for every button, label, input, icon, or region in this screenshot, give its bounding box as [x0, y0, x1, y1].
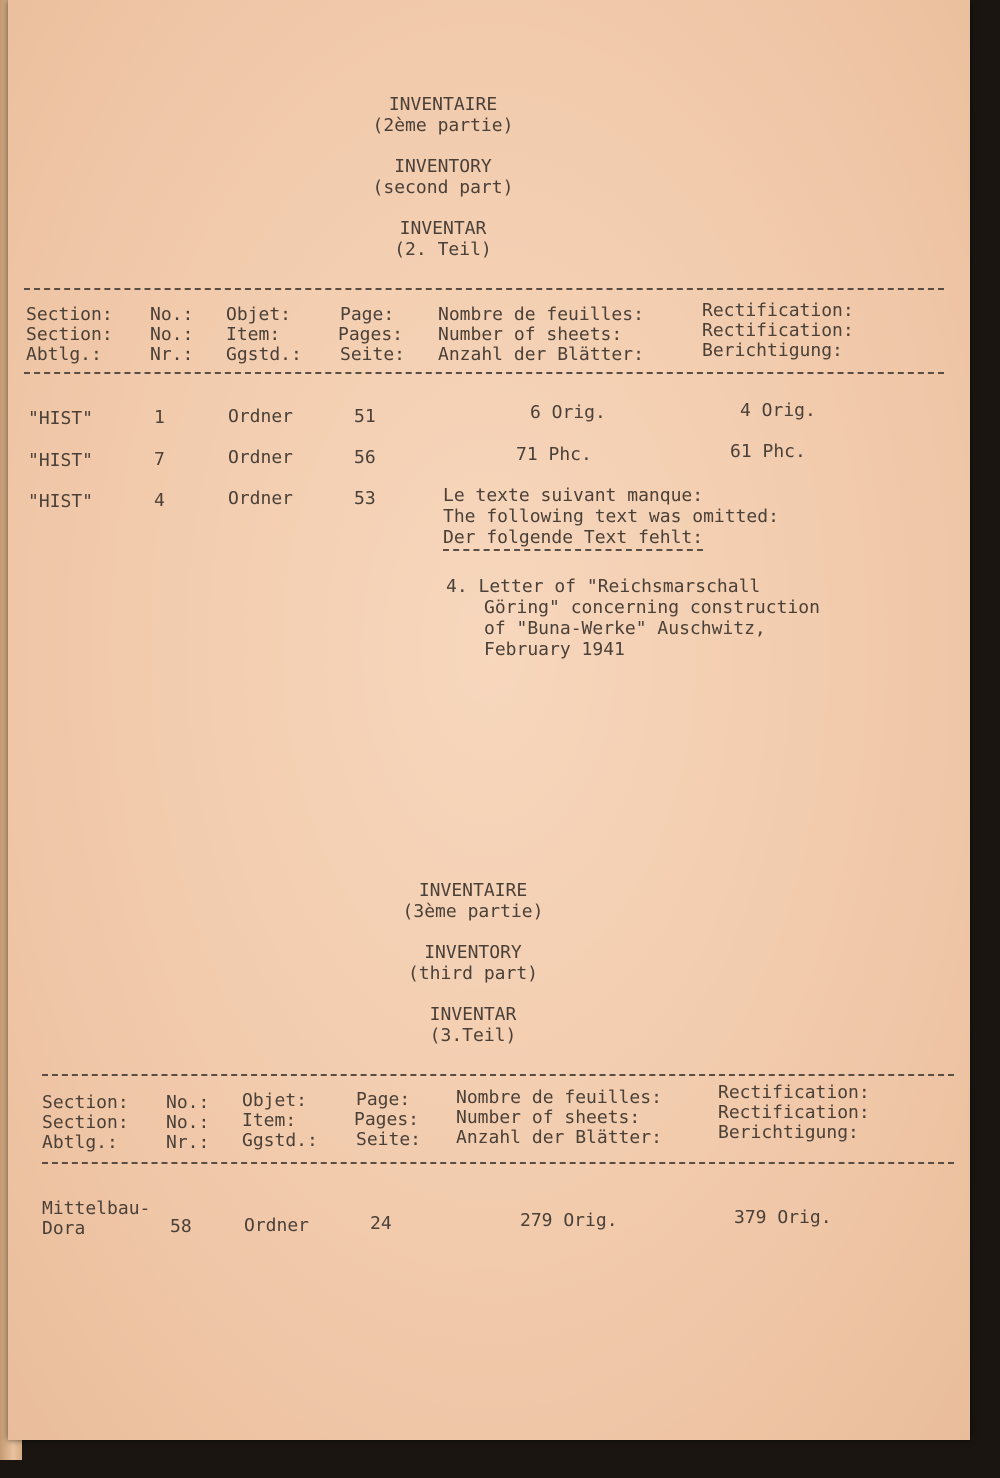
row2-item: Ordner	[228, 447, 294, 468]
row3-1-section-line1: Mittelbau-	[42, 1198, 151, 1219]
header-no-fr: No.:	[150, 304, 194, 325]
header-section-de: Abtlg.:	[26, 344, 102, 365]
row1-no: 1	[154, 407, 165, 428]
part2-subtitle-en: (second part)	[372, 177, 514, 198]
row3-1-page: 24	[370, 1213, 392, 1234]
omitted-note-de-text: Der folgende Text fehlt:	[443, 527, 703, 551]
row3-1-no: 58	[170, 1216, 192, 1237]
header-rule-top	[24, 288, 944, 290]
omitted-item-line2: Göring" concerning construction	[484, 597, 820, 618]
part3-title-en: INVENTORY	[424, 942, 522, 963]
header3-sheets-en: Number of sheets:	[456, 1107, 641, 1128]
header3-no-fr: No.:	[166, 1092, 210, 1113]
header3-rect-de: Berichtigung:	[718, 1122, 859, 1143]
header3-page-en: Pages:	[354, 1109, 420, 1130]
header3-page-fr: Page:	[356, 1089, 411, 1110]
omitted-note-de	[443, 527, 703, 548]
row3-1-sheets: 279 Orig.	[520, 1210, 618, 1231]
row3-item: Ordner	[228, 488, 294, 509]
row2-section: "HIST"	[28, 450, 94, 471]
header-sheets-de: Anzahl der Blätter:	[438, 344, 644, 365]
part2-title-en: INVENTORY	[394, 156, 492, 177]
header-item-en: Item:	[226, 324, 281, 345]
header3-rect-en: Rectification:	[718, 1102, 870, 1123]
part2-title-fr: INVENTAIRE	[388, 94, 498, 115]
part3-subtitle-en: (third part)	[407, 963, 539, 984]
row3-no: 4	[154, 490, 165, 511]
row3-section: "HIST"	[28, 491, 94, 512]
header3-no-de: Nr.:	[166, 1132, 210, 1153]
part2-subtitle-fr: (2ème partie)	[372, 115, 514, 136]
row1-page: 51	[354, 406, 376, 427]
header-page-en: Pages:	[338, 324, 404, 345]
omitted-item-line4: February 1941	[484, 639, 625, 660]
header3-section-de: Abtlg.:	[42, 1132, 118, 1153]
header-rect-fr: Rectification:	[702, 300, 854, 321]
header-page-de: Seite:	[340, 344, 406, 365]
header3-no-en: No.:	[166, 1112, 210, 1133]
header-item-fr: Objet:	[226, 304, 292, 325]
part2-subtitle-de: (2. Teil)	[394, 239, 492, 260]
header-rule-bottom	[24, 372, 944, 374]
header3-sheets-de: Anzahl der Blätter:	[456, 1127, 662, 1148]
row2-rectification: 61 Phc.	[730, 441, 806, 462]
part3-title-fr: INVENTAIRE	[418, 880, 528, 901]
header3-section-fr: Section:	[42, 1092, 129, 1113]
row1-rectification: 4 Orig.	[740, 400, 816, 421]
header-no-de: Nr.:	[150, 344, 194, 365]
header3-page-de: Seite:	[356, 1129, 422, 1150]
header-section-en: Section:	[26, 324, 113, 345]
header-sheets-fr: Nombre de feuilles:	[438, 304, 644, 325]
row1-item: Ordner	[228, 406, 294, 427]
header-rect-de: Berichtigung:	[702, 340, 843, 361]
row2-sheets: 71 Phc.	[516, 444, 592, 465]
part3-subtitle-fr: (3ème partie)	[402, 901, 544, 922]
header3-item-en: Item:	[242, 1110, 297, 1131]
omitted-note-en: The following text was omitted:	[443, 506, 779, 527]
header-page-fr: Page:	[340, 304, 395, 325]
part3-subtitle-de: (3.Teil)	[429, 1025, 517, 1046]
header3-item-de: Ggstd.:	[242, 1130, 318, 1151]
row1-section: "HIST"	[28, 408, 94, 429]
header3-rect-fr: Rectification:	[718, 1082, 870, 1103]
row3-1-item: Ordner	[244, 1215, 310, 1236]
header-no-en: No.:	[150, 324, 194, 345]
omitted-note-fr: Le texte suivant manque:	[443, 485, 704, 506]
omitted-item-line1: 4. Letter of "Reichsmarschall	[446, 576, 761, 597]
header3-item-fr: Objet:	[242, 1090, 308, 1111]
row3-page: 53	[354, 488, 376, 509]
header-section-fr: Section:	[26, 304, 113, 325]
row3-1-rectification: 379 Orig.	[734, 1207, 832, 1228]
header3-sheets-fr: Nombre de feuilles:	[456, 1087, 662, 1108]
row2-page: 56	[354, 447, 376, 468]
header3-rule-bottom	[42, 1162, 954, 1164]
header3-rule-top	[42, 1074, 954, 1076]
part2-title-de: INVENTAR	[399, 218, 487, 239]
omitted-item-line3: of "Buna-Werke" Auschwitz,	[484, 618, 766, 639]
row1-sheets: 6 Orig.	[530, 402, 606, 423]
part3-title-de: INVENTAR	[429, 1004, 517, 1025]
header-rect-en: Rectification:	[702, 320, 854, 341]
row3-1-section-line2: Dora	[42, 1218, 86, 1239]
row2-no: 7	[154, 449, 165, 470]
header-item-de: Ggstd.:	[226, 344, 302, 365]
header3-section-en: Section:	[42, 1112, 129, 1133]
header-sheets-en: Number of sheets:	[438, 324, 623, 345]
